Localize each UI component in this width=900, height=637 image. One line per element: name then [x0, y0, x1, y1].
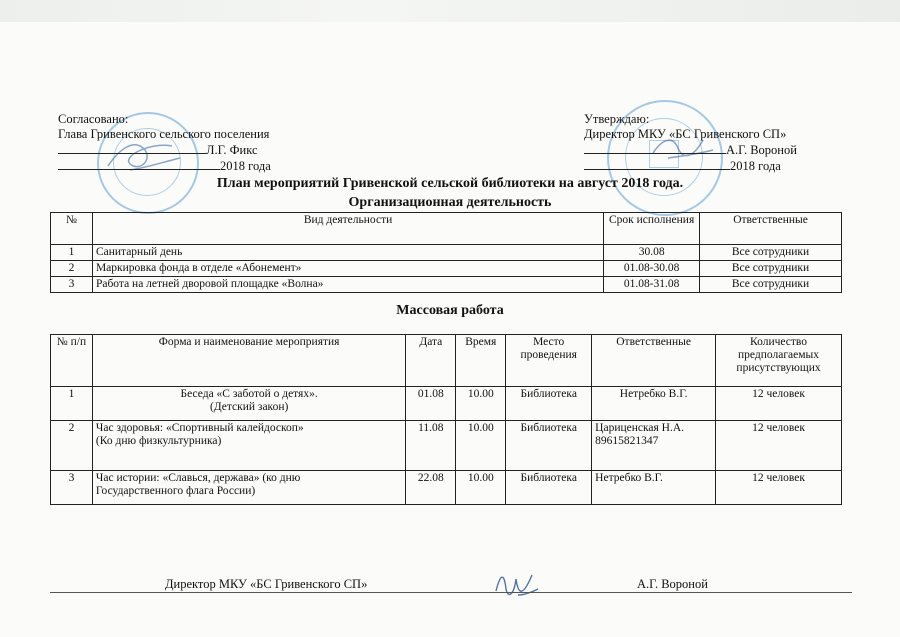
approval-left-name-line [58, 142, 271, 158]
table-header-row [51, 335, 842, 387]
col-activity: Вид деятельности [92, 213, 603, 245]
row-event-line2: (Ко дню физкультурника) [95, 435, 222, 447]
row-activity: Маркировка фонда в отделе «Абонемент» [92, 261, 603, 277]
row-event-line2: Государственного флага России) [95, 485, 256, 497]
table-row [51, 277, 842, 293]
org-activity-table [50, 212, 842, 293]
footer-divider [50, 592, 852, 593]
footer-signature [492, 565, 542, 605]
row-place: Библиотека [506, 421, 592, 471]
row-number: 2 [51, 261, 93, 277]
row-time: 10.00 [456, 421, 506, 471]
footer-name: А.Г. Вороной [637, 577, 708, 591]
row-place: Библиотека [506, 387, 592, 421]
col-deadline: Срок исполнения [604, 213, 700, 245]
row-responsible-name: Нетребко В.Г. [595, 472, 663, 484]
row-time: 10.00 [456, 387, 506, 421]
table-row [51, 387, 842, 421]
row-responsible-name: Цариценская Н.А. [595, 422, 685, 434]
row-event [92, 387, 405, 421]
row-activity: Санитарный день [92, 245, 603, 261]
row-place: Библиотека [506, 471, 592, 505]
table-row [51, 245, 842, 261]
row-deadline: 01.08-31.08 [604, 277, 700, 293]
row-event-line1: Час здоровья: «Спортивный калейдоскоп» [95, 422, 304, 434]
col-event: Форма и наименование мероприятия [92, 335, 405, 387]
row-event-line1: Час истории: «Славься, держава» (ко дню [95, 472, 301, 484]
approval-right-date: 2018 года [730, 159, 781, 173]
row-date: 11.08 [406, 421, 456, 471]
row-number: 1 [51, 387, 93, 421]
col-responsible: Ответственные [592, 335, 716, 387]
table-row [51, 421, 842, 471]
row-event-line1: Беседа «С заботой о детях». [180, 388, 318, 400]
approval-left [58, 112, 271, 174]
row-date: 01.08 [406, 387, 456, 421]
row-attendance: 12 человек [716, 421, 842, 471]
row-number: 1 [51, 245, 93, 261]
row-time: 10.00 [456, 471, 506, 505]
approval-left-date: 2018 года [220, 159, 271, 173]
row-responsible: Все сотрудники [700, 261, 842, 277]
approval-left-position: Глава Гривенского сельского поселения [58, 127, 270, 141]
row-responsible [592, 421, 716, 471]
row-date: 22.08 [406, 471, 456, 505]
approval-right [584, 112, 797, 174]
col-number: № п/п [51, 335, 93, 387]
mass-work-table [50, 334, 842, 505]
approval-right-label: Утверждаю: [584, 112, 650, 126]
row-number: 3 [51, 277, 93, 293]
col-number: № [51, 213, 93, 245]
row-event [92, 421, 405, 471]
row-attendance: 12 человек [716, 471, 842, 505]
row-event-line2: (Детский закон) [209, 401, 289, 413]
col-attendance: Количество предполагаемых присутствующих [716, 335, 842, 387]
section-org-heading: Организационная деятельность [348, 195, 552, 210]
approval-left-name: Л.Г. Фикс [206, 143, 258, 157]
row-responsible [592, 471, 716, 505]
col-place: Место проведения [506, 335, 592, 387]
row-number: 3 [51, 471, 93, 505]
document-title: План мероприятий Гривенской сельской библиотеки на август 2018 года. [216, 176, 684, 191]
section-mass-heading: Массовая работа [396, 303, 504, 318]
approval-right-position: Директор МКУ «БС Гривенского СП» [584, 127, 787, 141]
row-responsible-phone: 89615821347 [595, 435, 659, 447]
row-responsible-name: Нетребко В.Г. [619, 388, 688, 400]
scan-edge [0, 0, 900, 22]
table-header-row [51, 213, 842, 245]
table-row [51, 471, 842, 505]
approval-right-name: А.Г. Вороной [726, 143, 797, 157]
row-deadline: 01.08-30.08 [604, 261, 700, 277]
footer-position: Директор МКУ «БС Гривенского СП» [165, 577, 368, 591]
row-deadline: 30.08 [604, 245, 700, 261]
col-responsible: Ответственные [700, 213, 842, 245]
table-row [51, 261, 842, 277]
approval-left-date-line [58, 158, 271, 174]
approval-left-label: Согласовано: [58, 112, 129, 126]
row-responsible: Все сотрудники [700, 245, 842, 261]
approval-right-name-line [584, 142, 797, 158]
col-date: Дата [406, 335, 456, 387]
row-responsible [592, 387, 716, 421]
approval-right-date-line [584, 158, 797, 174]
row-attendance: 12 человек [716, 387, 842, 421]
row-event [92, 471, 405, 505]
row-activity: Работа на летней дворовой площадке «Волна» [92, 277, 603, 293]
row-responsible: Все сотрудники [700, 277, 842, 293]
row-number: 2 [51, 421, 93, 471]
col-time: Время [456, 335, 506, 387]
